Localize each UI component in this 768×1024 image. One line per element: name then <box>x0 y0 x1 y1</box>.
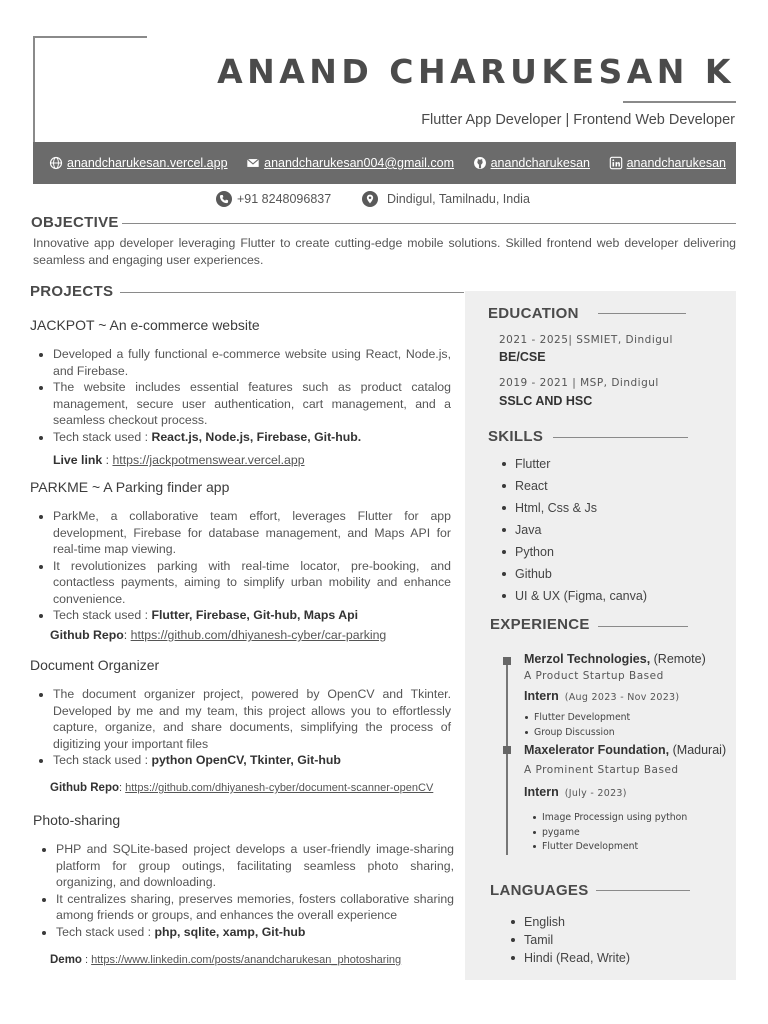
list-item: UI & UX (Figma, canva) <box>515 587 647 609</box>
objective-heading: OBJECTIVE <box>31 214 119 231</box>
skills-heading: SKILLS <box>488 428 544 445</box>
list-item: React <box>515 477 647 499</box>
project-bullets-jackpot <box>53 346 451 445</box>
company-name: Maxelerator Foundation, <box>524 743 670 757</box>
languages-heading: LANGUAGES <box>490 882 589 899</box>
contact-bar <box>33 142 736 184</box>
company-name: Merzol Technologies, <box>524 652 651 666</box>
experience-company <box>524 652 706 666</box>
education-degree: BE/CSE <box>499 350 546 364</box>
skills-list <box>515 455 647 609</box>
location-pin-icon <box>362 191 378 207</box>
link-url: https://github.com/dhiyanesh-cyber/car-parking <box>130 628 387 642</box>
github-text: anandcharukesan <box>490 156 590 170</box>
experience-role <box>524 785 627 799</box>
phone-icon <box>216 191 232 207</box>
github-link[interactable] <box>473 156 590 170</box>
project-bullets-parkme <box>53 508 451 624</box>
list-item: Hindi (Read, Write) <box>524 950 630 968</box>
experience-points <box>534 711 630 740</box>
experience-heading: EXPERIENCE <box>490 616 590 633</box>
tech-stack-value: Flutter, Firebase, Git-hub, Maps Api <box>151 608 358 622</box>
github-icon <box>473 156 487 170</box>
list-item: Flutter Development <box>534 711 630 726</box>
phone-text: +91 8248096837 <box>237 192 332 206</box>
tech-stack-value: React.js, Node.js, Firebase, Git-hub. <box>151 429 362 444</box>
list-item: It revolutionizes parking with real-time locator, pre-booking, and contactless payments, aiming to simplify urban mobility and enhance convenience. <box>53 558 451 606</box>
role-title: Intern <box>524 689 559 703</box>
tech-stack-value: php, sqlite, xamp, Git-hub <box>154 924 306 939</box>
email-text: anandcharukesan004@gmail.com <box>264 156 455 170</box>
timeline-marker <box>503 657 511 665</box>
project-title-parkme: PARKME ~ A Parking finder app <box>30 479 230 495</box>
experience-points <box>542 811 687 855</box>
globe-icon <box>49 156 63 170</box>
education-meta: 2019 - 2021 | MSP, Dindigul <box>499 377 659 389</box>
list-item: Flutter Development <box>542 840 687 855</box>
list-item: Flutter <box>515 455 647 477</box>
education-rule <box>598 313 686 314</box>
corner-frame-top <box>33 36 147 38</box>
experience-subtitle: A Prominent Startup Based <box>524 764 679 776</box>
link-separator: : <box>102 453 113 467</box>
list-item <box>53 607 451 624</box>
experience-timeline <box>506 657 508 855</box>
project-title-document-organizer: Document Organizer <box>30 657 160 673</box>
experience-company <box>524 743 726 757</box>
list-item: Image Processign using python <box>542 811 687 826</box>
link-separator: : <box>119 782 126 794</box>
mail-icon <box>246 156 260 170</box>
project-title-jackpot: JACKPOT ~ An e-commerce website <box>30 317 260 333</box>
projects-heading: PROJECTS <box>30 283 114 300</box>
candidate-tagline: Flutter App Developer | Frontend Web Developer <box>421 112 735 128</box>
list-item: Group Discussion <box>534 726 630 741</box>
objective-rule <box>122 223 736 224</box>
list-item: Tamil <box>524 932 630 950</box>
link-label: Github Repo <box>50 782 119 794</box>
work-mode: (Madurai) <box>669 743 727 757</box>
list-item: Developed a fully functional e-commerce website using React, Node.js, and Firebase. <box>53 347 451 378</box>
location-text: Dindigul, Tamilnadu, India <box>387 192 530 206</box>
candidate-name: ANAND CHARUKESAN K <box>217 52 735 91</box>
education-meta: 2021 - 2025| SSMIET, Dindigul <box>499 334 673 346</box>
list-item: It centralizes sharing, preserves memories, fosters collaborative sharing among friends or groups, and enhances the overall experience <box>56 891 454 922</box>
projects-rule <box>120 292 464 293</box>
experience-role <box>524 689 679 703</box>
list-item <box>56 924 454 941</box>
phone-contact[interactable] <box>216 191 331 207</box>
name-underline <box>623 101 736 103</box>
education-degree: SSLC AND HSC <box>499 394 593 408</box>
experience-rule <box>598 626 688 627</box>
link-separator: : <box>81 954 92 966</box>
list-item: Html, Css & Js <box>515 499 647 521</box>
link-separator: : <box>123 628 131 642</box>
link-label: Demo <box>50 954 82 966</box>
list-item: English <box>524 914 630 932</box>
project-link-jackpot[interactable] <box>53 453 305 467</box>
linkedin-text: anandcharukesan <box>626 156 726 170</box>
corner-frame-left <box>33 36 35 144</box>
role-dates: (July - 2023) <box>564 788 627 799</box>
tech-stack-label: Tech stack used : <box>53 608 152 622</box>
project-title-photo-sharing: Photo-sharing <box>33 812 121 828</box>
tech-stack-label: Tech stack used : <box>53 429 152 444</box>
linkedin-icon <box>609 156 623 170</box>
link-label: Github Repo <box>50 628 124 642</box>
email-link[interactable] <box>246 156 454 170</box>
project-link-document-organizer[interactable] <box>50 780 433 794</box>
languages-list <box>524 914 630 968</box>
website-text: anandcharukesan.vercel.app <box>67 156 228 170</box>
linkedin-link[interactable] <box>609 156 726 170</box>
list-item: The website includes essential features such as product catalog management, secure user authentication, cart management, and a seamless checkout process. <box>53 380 451 427</box>
list-item <box>53 429 451 446</box>
tech-stack-label: Tech stack used : <box>53 753 152 767</box>
tech-stack-value: python OpenCV, Tkinter, Git-hub <box>151 753 341 767</box>
experience-subtitle: A Product Startup Based <box>524 670 664 682</box>
project-bullets-photo-sharing <box>56 841 454 940</box>
list-item: PHP and SQLite-based project develops a user-friendly image-sharing platform for group outings, facilitating seamless photo sharing, organizing, and downloading. <box>56 842 454 889</box>
education-heading: EDUCATION <box>488 305 579 322</box>
list-item: pygame <box>542 826 687 841</box>
timeline-marker <box>503 746 511 754</box>
link-label: Live link <box>53 453 103 467</box>
languages-rule <box>596 890 690 891</box>
link-url: https://jackpotmenswear.vercel.app <box>112 453 305 467</box>
list-item: Python <box>515 543 647 565</box>
list-item <box>53 752 451 769</box>
link-url: https://www.linkedin.com/posts/anandcharukesan_photosharing <box>91 954 402 966</box>
list-item: Java <box>515 521 647 543</box>
skills-rule <box>553 437 688 438</box>
location-contact <box>362 191 530 207</box>
list-item: The document organizer project, powered by OpenCV and Tkinter. Developed by me and my team, this project allows you to effortlessly capture, organize, and share documents, simplifying the process of digitizing your important files <box>53 687 451 751</box>
objective-text: Innovative app developer leveraging Flutter to create cutting-edge mobile solutions. Skilled frontend web developer delivering seamless and engaging user experiences. <box>33 236 736 267</box>
role-title: Intern <box>524 785 559 799</box>
list-item: Github <box>515 565 647 587</box>
website-link[interactable] <box>49 156 228 170</box>
role-dates: (Aug 2023 - Nov 2023) <box>564 692 680 703</box>
work-mode: (Remote) <box>650 652 706 666</box>
project-link-parkme[interactable] <box>50 628 386 642</box>
link-url: https://github.com/dhiyanesh-cyber/document-scanner-openCV <box>125 782 434 794</box>
tech-stack-label: Tech stack used : <box>56 924 155 939</box>
project-bullets-document-organizer <box>53 686 451 769</box>
list-item: ParkMe, a collaborative team effort, leverages Flutter for app development, Firebase for database management, and Maps API for real-time map viewing. <box>53 509 451 556</box>
project-link-photo-sharing[interactable] <box>50 952 401 966</box>
